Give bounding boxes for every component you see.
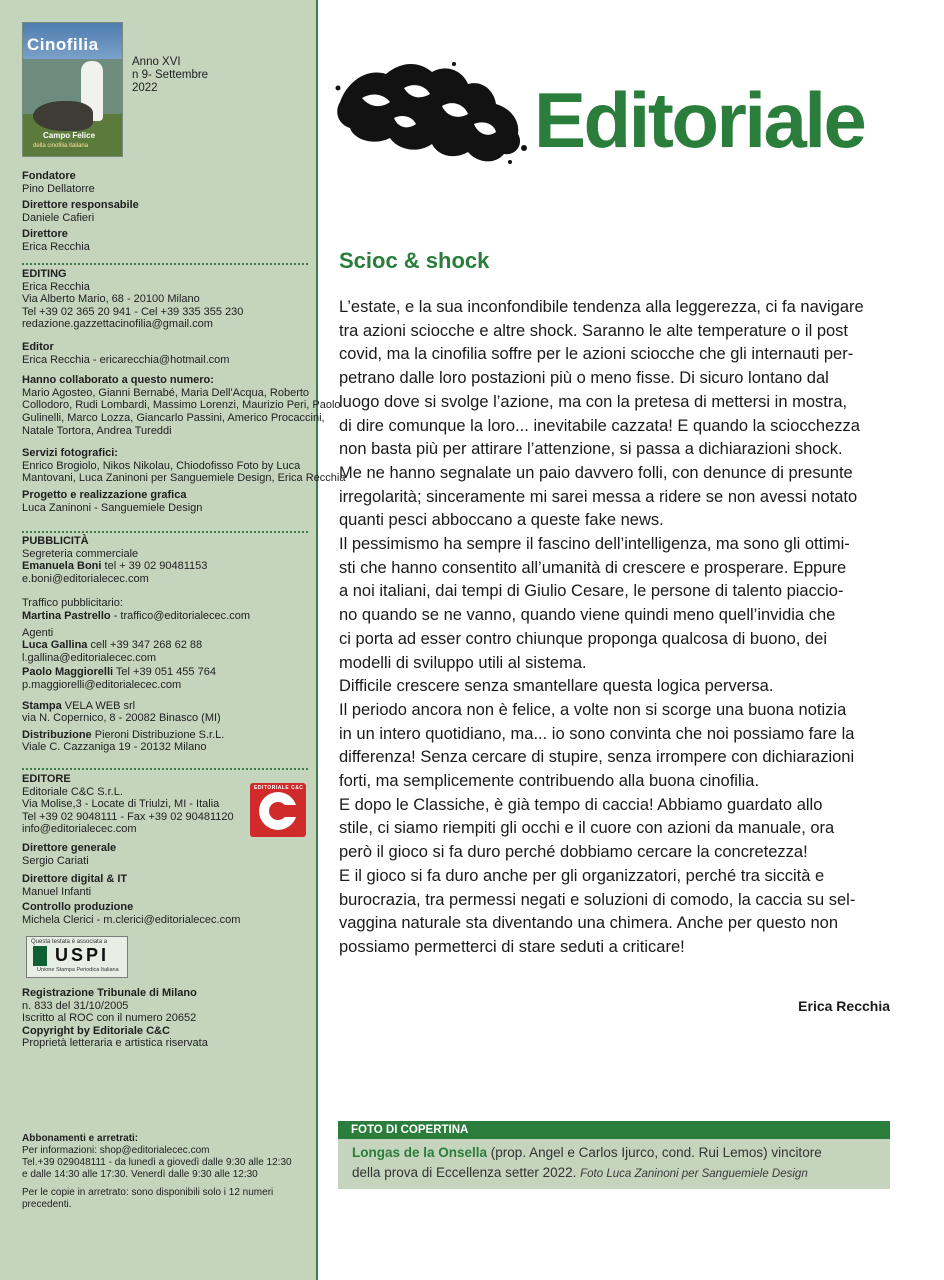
issue-info: Anno XVI n 9- Settembre 2022 — [132, 56, 209, 94]
masthead-editing: EDITING Erica Recchia Via Alberto Mario, 68 - 20100 Milano Tel +39 02 365 20 941 - Cel +39 335 355 230 redazione.gazzettacinofilia@gmail.com Editor Erica Recchia - ericarecchia@hotmail.com Hanno collaborato a questo numero: Mario Agosteo, Gianni Bernabé, Maria Dell'Acqua, Roberto Collodoro, Rudi Lombardi, Massimo Lorenzi, Maurizio Peri, Paolo Gulinelli, Marco Lozza, Giancarlo Passini, Americo Procaccini, Natale Tortora, Andrea Tureddi Servizi fotografici: Enrico Brogiolo, Nikos Nikolau, Chiodofisso Foto by Luca Mantovani, Luca Zaninoni per Sanguemiele Design, Erica Recchia Progetto e realizzazione grafica Luca Zaninoni - Sanguemiele Design — [22, 268, 346, 514]
uspi-logo: Questa testata è associata a USPI Unione Stampa Periodica Italiana — [26, 936, 128, 978]
masthead-sidebar — [0, 0, 346, 1280]
cover-photo-caption-box — [338, 1121, 890, 1189]
abbonamenti-block: Abbonamenti e arretrati: Per informazioni: shop@editorialecec.com Tel.+39 029048111 - da lunedì a giovedì dalle 9:30 alle 12:30 e dalle 14:30 alle 17:30. Venerdì dalle 9:30 alle 12:30 Per le copie in arretrato: sono disponibili solo i 12 numeri precedenti. — [22, 1133, 292, 1210]
ink-splatter-dog-illustration — [334, 58, 530, 168]
magazine-cover-thumbnail — [22, 22, 123, 157]
dotted-divider — [22, 263, 308, 265]
dog-name: Longas de la Onsella — [352, 1145, 488, 1160]
dotted-divider — [22, 768, 308, 770]
photo-credit: Foto Luca Zaninoni per Sanguemiele Design — [580, 1168, 808, 1180]
masthead-pubblicita: PUBBLICITÀ Segreteria commerciale Emanuela Boni tel + 39 02 90481153 e.boni@editorialecec.com Traffico pubblicitario: Martina Pastrello - traffico@editorialecec.com Agenti Luca Gallina cell +39 347 268 62 88 l.gallina@editorialecec.com Paolo Maggiorelli Tel +39 051 455 764 p.maggiorelli@editorialecec.com Stampa VELA WEB srl via N. Copernico, 8 - 20082 Binasco (MI) Distribuzione Pieroni Distribuzione S.r.L. Viale C. Cazzaniga 19 - 20132 Milano — [22, 535, 250, 754]
editoriale-cc-logo: EDITORIALE C&C — [250, 783, 306, 837]
masthead-editore: EDITORE Editoriale C&C S.r.L. Via Molise,3 - Locate di Triulzi, MI - Italia Tel +39 02 9048111 - Fax +39 02 90481120 info@editorialecec.com Direttore generale Sergio Cariati Direttore digital & IT Manuel Infanti Controllo produzione Michela Clerici - m.clerici@editorialecec.com — [22, 773, 241, 926]
masthead-registrazione: Registrazione Tribunale di Milano n. 833 del 31/10/2005 Iscritto al ROC con il numero 20652 Copyright by Editoriale C&C Proprietà letteraria e artistica riservata — [22, 987, 208, 1050]
cover-subtitle2: della cinofilia italiana — [33, 143, 89, 149]
cover-subtitle: Campo Felice — [43, 131, 96, 140]
cover-photo-caption: Longas de la Onsella (prop. Angel e Carlos Ijurco, cond. Rui Lemos) vincitore della prova di Eccellenza setter 2022. Foto Luca Zaninoni per Sanguemiele Design — [352, 1145, 822, 1180]
cover-title: Cinofilia — [27, 35, 99, 54]
editorial-page — [320, 0, 944, 1280]
article-body: L’estate, e la sua inconfondibile tendenza alla leggerezza, ci fa navigare tra azioni sciocche e altre shock. Saranno le alte temperature o il post covid, ma la cinofilia soffre per le azioni sciocche che gli internauti per- petrano dalle loro postazioni più o meno fisse. Di sicuro lontano dal luogo dove si svolge l’azione, ma con la pretesa di mettersi in mostra, di dire comunque la loro... inevitabile cazzata! E quando la sciocchezza non basta più per attirare l’attenzione, si passa a dichiarazioni shock. Me ne hanno segnalate un paio davvero folli, con denunce di presunte irregolarità; sinceramente mi sarei messa a ridere se non avessi notato quanti pesci abboccano a queste fake news. Il pessimismo ha sempre il fascino dell’intelligenza, ma sono gli ottimi- sti che hanno consentito all’umanità di crescere e prosperare. Eppure a noi italiani, dai tempi di Giulio Cesare, le persone di talento piaccio- no quando se ne vanno, quando viene quindi meno quell’invidia che ci porta ad esser contro chiunque proponga qualcosa di buono, dei modelli di sviluppo utili al sistema. Difficile crescere senza smantellare questa logica perversa. Il periodo ancora non è felice, a volte non si scorge una buona notizia in un intero quotidiano, ma... io sono convinta che noi possiamo fare la differenza! Senza cercare di stupire, senza irrompere con dichiarazioni forti, ma semplicemente contribuendo alla buona cinofilia. E dopo le Classiche, è già tempo di caccia! Abbiamo guardato allo stile, ci siamo riempiti gli occhi e il cuore con azioni da manuale, ora però il gioco si fa duro perché dobbiamo cercare la concretezza! E il gioco si fa duro anche per gli organizzatori, perché tra siccità e burocrazia, tra permessi negati e soluzioni di comodo, la caccia su sel- vaggina naturale sta diventando una chimera. Anche per questo non possiamo permetterci di stare seduti a criticare! — [339, 298, 864, 956]
masthead-top: Fondatore Pino Dellatorre Direttore responsabile Daniele Cafieri Direttore Erica Recchia — [22, 170, 139, 253]
cover-photo-heading: FOTO DI COPERTINA — [338, 1121, 890, 1139]
article-subtitle: Scioc & shock — [339, 248, 490, 273]
page-title: Editoriale — [534, 76, 865, 164]
author-signature: Erica Recchia — [798, 998, 890, 1014]
dotted-divider — [22, 531, 308, 533]
